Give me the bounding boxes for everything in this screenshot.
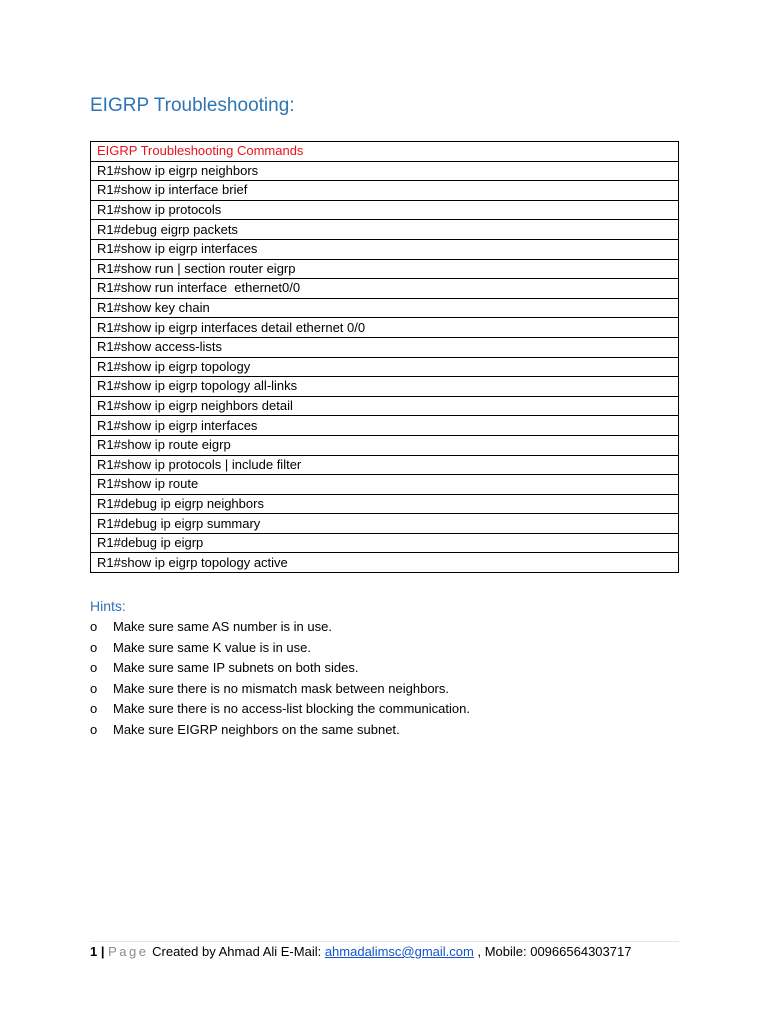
command-cell: R1#debug ip eigrp neighbors <box>91 494 679 514</box>
command-cell: R1#show ip protocols <box>91 200 679 220</box>
hints-list <box>90 617 470 741</box>
table-row <box>91 377 679 397</box>
table-row <box>91 435 679 455</box>
hint-text: Make sure EIGRP neighbors on the same subnet. <box>113 721 400 737</box>
bullet-marker: o <box>90 660 98 676</box>
table-row <box>91 181 679 201</box>
command-cell: R1#show ip eigrp topology <box>91 357 679 377</box>
table-row <box>91 239 679 259</box>
table-row <box>91 161 679 181</box>
command-cell: R1#show ip interface brief <box>91 181 679 201</box>
command-cell: R1#debug eigrp packets <box>91 220 679 240</box>
table-row <box>91 259 679 279</box>
command-cell: R1#debug ip eigrp <box>91 533 679 553</box>
bullet-marker: o <box>90 680 98 696</box>
command-cell: R1#show run | section router eigrp <box>91 259 679 279</box>
table-row <box>91 475 679 495</box>
command-cell: R1#show ip eigrp neighbors <box>91 161 679 181</box>
command-cell: R1#show ip eigrp interfaces detail ethernet 0/0 <box>91 318 679 338</box>
table-header-row <box>91 142 679 162</box>
hint-item <box>90 658 470 679</box>
command-cell: R1#show ip route eigrp <box>91 435 679 455</box>
bullet-marker: o <box>90 721 98 737</box>
command-cell: R1#show ip eigrp topology active <box>91 553 679 573</box>
bullet-marker: o <box>90 701 98 717</box>
hint-text: Make sure same AS number is in use. <box>113 619 332 634</box>
command-cell: R1#show ip eigrp interfaces <box>91 416 679 436</box>
email-link[interactable]: ahmadalimsc@gmail.com <box>324 944 474 959</box>
hint-item <box>90 699 470 720</box>
footer-mobile: , Mobile: 00966564303717 <box>477 944 632 959</box>
command-cell: R1#show ip route <box>91 475 679 495</box>
hint-item <box>90 617 470 638</box>
table-row <box>91 357 679 377</box>
table-row <box>91 318 679 338</box>
table-row <box>91 416 679 436</box>
hint-item <box>90 638 470 659</box>
table-row <box>91 337 679 357</box>
page-label: Page <box>108 944 149 959</box>
table-header-cell: EIGRP Troubleshooting Commands <box>91 142 679 162</box>
page-separator: | <box>100 944 105 959</box>
command-cell: R1#show run interface ethernet0/0 <box>91 279 679 299</box>
bullet-marker: o <box>90 639 98 655</box>
command-cell: R1#show ip protocols | include filter <box>91 455 679 475</box>
table-row <box>91 455 679 475</box>
command-cell: R1#show key chain <box>91 298 679 318</box>
table-row <box>91 220 679 240</box>
command-cell: R1#show ip eigrp neighbors detail <box>91 396 679 416</box>
hint-text: Make sure there is no access-list blocking the communication. <box>113 701 470 717</box>
hint-text: Make sure same K value is in use. <box>113 639 311 655</box>
footer-credit: Created by Ahmad Ali E-Mail: <box>152 944 322 959</box>
table-row <box>91 533 679 553</box>
table-row <box>91 514 679 534</box>
hints-heading: Hints: <box>90 598 126 614</box>
commands-table <box>90 141 679 573</box>
table-row <box>91 279 679 299</box>
hint-item <box>90 679 470 700</box>
command-cell: R1#show ip eigrp interfaces <box>91 239 679 259</box>
bullet-marker: o <box>90 619 98 634</box>
table-row <box>91 553 679 573</box>
table-row <box>91 298 679 318</box>
table-row <box>91 396 679 416</box>
table-row <box>91 200 679 220</box>
page-footer <box>90 942 631 962</box>
hint-item <box>90 720 470 741</box>
command-cell: R1#debug ip eigrp summary <box>91 514 679 534</box>
command-cell: R1#show ip eigrp topology all-links <box>91 377 679 397</box>
hint-text: Make sure same IP subnets on both sides. <box>113 660 359 676</box>
table-row <box>91 494 679 514</box>
page-number: 1 <box>90 944 98 959</box>
hint-text: Make sure there is no mismatch mask between neighbors. <box>113 680 449 696</box>
command-cell: R1#show access-lists <box>91 337 679 357</box>
document-title: EIGRP Troubleshooting: <box>90 95 295 116</box>
